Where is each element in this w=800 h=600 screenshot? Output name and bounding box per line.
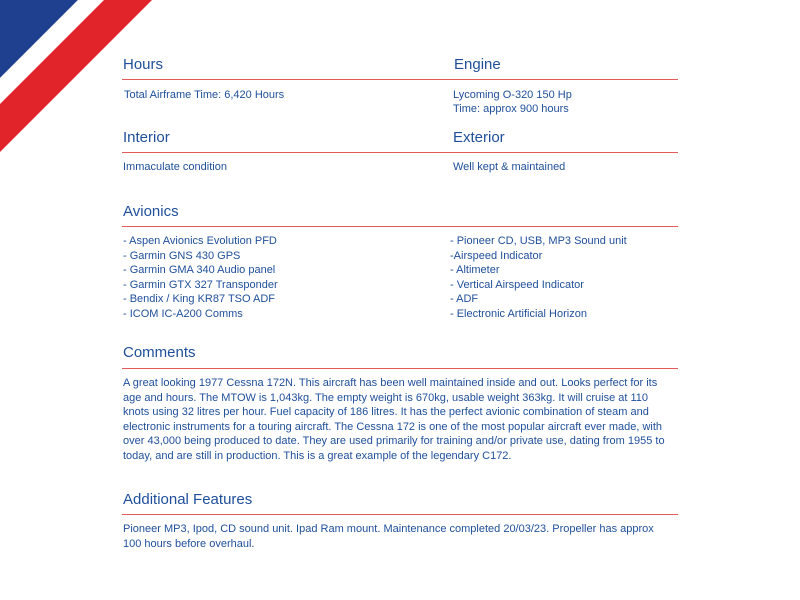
avionics-rule xyxy=(122,226,678,227)
list-item: - ICOM IC-A200 Comms xyxy=(123,307,243,320)
interior-heading: Interior xyxy=(123,129,170,146)
engine-time: Time: approx 900 hours xyxy=(453,103,569,115)
interior-exterior-rule xyxy=(122,152,678,153)
list-item: - Vertical Airspeed Indicator xyxy=(450,278,584,291)
list-item: - ADF xyxy=(450,293,479,305)
engine-heading: Engine xyxy=(454,56,501,73)
list-item: - Garmin GTX 327 Transponder xyxy=(123,278,278,291)
hours-heading: Hours xyxy=(123,56,164,73)
comments-heading: Comments xyxy=(123,344,196,361)
avionics-heading: Avionics xyxy=(123,203,179,220)
engine-model: Lycoming O-320 150 Hp xyxy=(453,89,572,101)
comments-paragraph: A great looking 1977 Cessna 172N. This aircraft has been well maintained inside and out. Looks perfect for its age and hours. The MTOW is 1,043kg. The empty weight is 670kg, usable weight 363kg. It will cruise at 110 knots using 32 litres per hour. Fuel capacity of 186 litres. It has the perfect avionic combination of steam and electronic instruments for a touring aircraft. The Cessna 172 is one of the most popular aircraft ever made, with over 43,000 being produced to date. They are used primarily for training and/or private use, dating from 1955 to today, and are still in production. This is a great example of the legendary C172. xyxy=(123,377,665,462)
interior-value: Immaculate condition xyxy=(123,161,227,173)
list-item: - Garmin GNS 430 GPS xyxy=(123,249,241,262)
additional-features-heading: Additional Features xyxy=(123,491,253,508)
list-item: - Altimeter xyxy=(450,264,500,276)
list-item: - Pioneer CD, USB, MP3 Sound unit xyxy=(450,235,627,247)
list-item: - Bendix / King KR87 TSO ADF xyxy=(123,293,276,305)
list-item: - Electronic Artificial Horizon xyxy=(450,307,587,320)
list-item: -Airspeed Indicator xyxy=(450,249,543,262)
hours-value: Total Airframe Time: 6,420 Hours xyxy=(124,89,285,101)
list-item: - Garmin GMA 340 Audio panel xyxy=(123,264,276,276)
additional-features-rule xyxy=(122,514,678,515)
avionics-list-left xyxy=(123,234,278,321)
exterior-value: Well kept & maintained xyxy=(453,161,566,173)
additional-features-paragraph: Pioneer MP3, Ipod, CD sound unit. Ipad Ram mount. Maintenance completed 20/03/23. Propeller has approx 100 hours before overhaul. xyxy=(123,523,654,550)
list-item: - Aspen Avionics Evolution PFD xyxy=(123,235,277,247)
comments-rule xyxy=(122,368,678,369)
avionics-list-right xyxy=(450,234,627,321)
hours-engine-rule xyxy=(122,79,678,80)
exterior-heading: Exterior xyxy=(453,129,505,146)
